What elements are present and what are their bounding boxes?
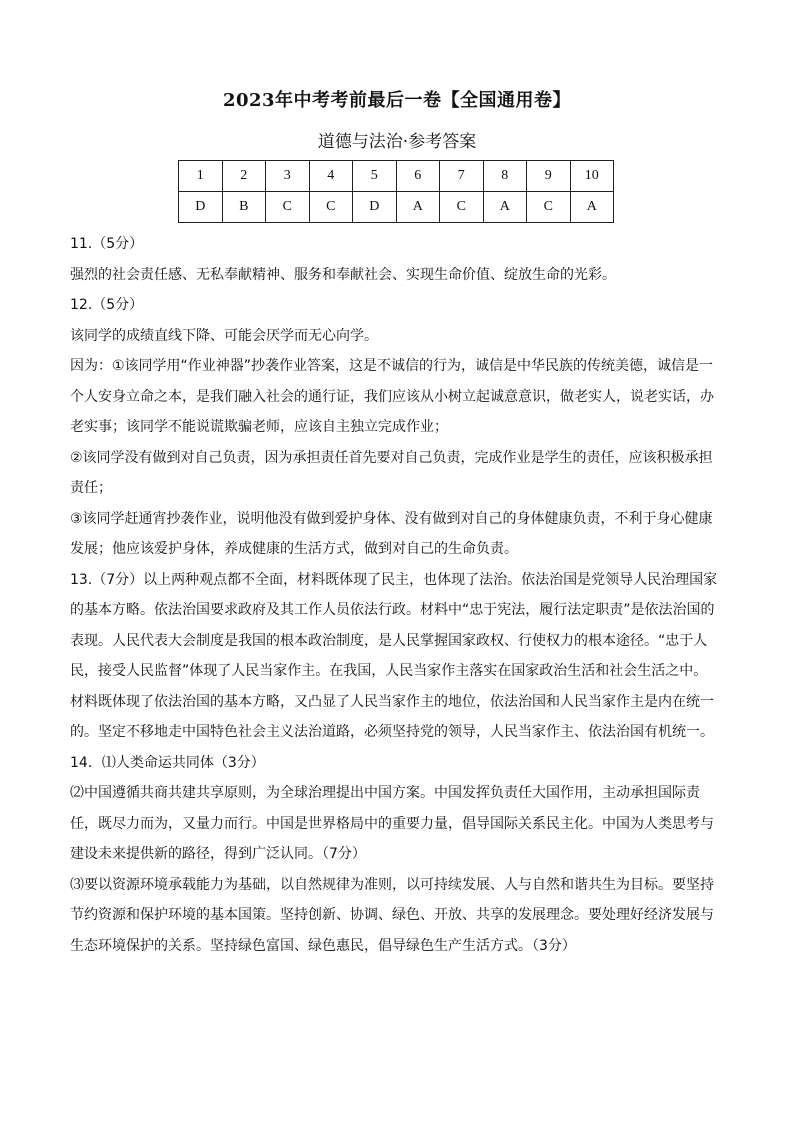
q14-part-2: ⑵中国遵循共商共建共享原则，为全球治理提出中国方案。中国发挥负责任大国作用，主动承担国际责任，既尽力而为，又量力而行。中国是世界格局中的重要力量，倡导国际关系民主化。中国为人类思考与建设未来提供新的路径，得到广泛认同。（7分） [70,785,714,862]
question-number-row [179,161,614,192]
answer-cell: D [179,192,223,223]
q12-consequence: 该同学的成绩直线下降、可能会厌学而无心向学。 [70,327,378,344]
question-number: 1 [179,161,223,192]
question-number: 5 [353,161,397,192]
answer-cell: C [309,192,353,223]
question-number: 4 [309,161,353,192]
question-number: 8 [483,161,527,192]
q12-reason-3: ③该同学赶通宵抄袭作业，说明他没有做到爱护身体、没有做到对自己的身体健康负责，不利于身心健康发展；他应该爱护身体，养成健康的生活方式，做到对自己的生命负责。 [70,510,713,557]
answer-content [70,229,720,961]
answer-cell: C [440,192,484,223]
q12-reason-1: 因为：①该同学用“作业神器”抄袭作业答案，这是不诚信的行为，诚信是中华民族的传统美德，诚信是一个人安身立命之本，是我们融入社会的通行证，我们应该从小树立起诚意意识，做老实人，说老实话，办老实事；该同学不能说谎欺骗老师，应该自主独立完成作业； [70,358,714,435]
question-number: 9 [527,161,571,192]
q12-heading: 12.（5分） [70,297,144,313]
answer-cell: A [483,192,527,223]
answer-cell: A [570,192,614,223]
page-title: 2023年中考考前最后一卷【全国通用卷】 [222,90,572,111]
q14-part-3: ⑶要以资源环境承载能力为基础，以自然规律为准则，以可持续发展、人与自然和谐共生为目标。要坚持节约资源和保护环境的基本国策。坚持创新、协调、绿色、开放、共享的发展理念。要处理好经济发展与生态环境保护的关系。坚持绿色富国、绿色惠民，倡导绿色生产生活方式。（3分） [70,876,714,954]
q12-reason-2: ②该同学没有做到对自己负责，因为承担责任首先要对自己负责，完成作业是学生的责任，应该积极承担责任； [70,449,713,496]
answer-table [178,160,614,223]
answer-cell: C [266,192,310,223]
question-number: 7 [440,161,484,192]
question-number: 3 [266,161,310,192]
q14-part-1: 14．⑴人类命运共同体（3分） [70,754,265,771]
question-number: 10 [570,161,614,192]
question-number: 2 [222,161,266,192]
answer-cell: B [222,192,266,223]
answer-cell: C [527,192,571,223]
q11-answer: 强烈的社会责任感、无私奉献精神、服务和奉献社会、实现生命价值、绽放生命的光彩。 [70,266,616,283]
answer-row [179,192,614,223]
question-number: 6 [396,161,440,192]
answer-cell: A [396,192,440,223]
answer-cell: D [353,192,397,223]
q13-answer: 13.（7分）以上两种观点都不全面，材料既体现了民主，也体现了法治。依法治国是党领导人民治理国家的基本方略。依法治国要求政府及其工作人员依法行政。材料中“忠于宪法，履行法定职责”是依法治国的表现。人民代表大会制度是我国的根本政治制度，是人民掌握国家政权、行使权力的根本途径。“忠于人民，接受人民监督”体现了人民当家作主。在我国，人民当家作主落实在国家政治生活和社会生活之中。材料既体现了依法治国的基本方略，又凸显了人民当家作主的地位，依法治国和人民当家作主是内在统一的。坚定不移地走中国特色社会主义法治道路，必须坚持党的领导，人民当家作主、依法治国有机统一。 [70,571,718,740]
q11-heading: 11.（5分） [70,236,144,252]
page-subtitle: 道德与法治·参考答案 [317,132,477,152]
